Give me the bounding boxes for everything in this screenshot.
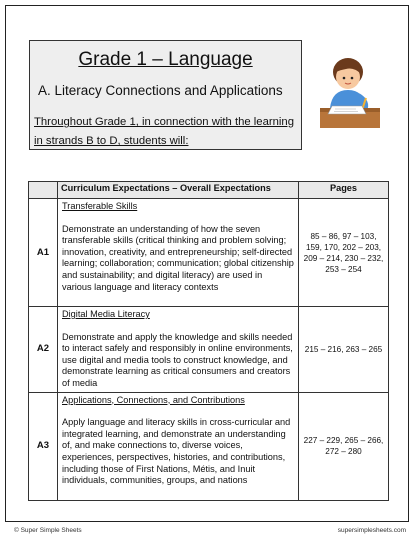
table-header-row xyxy=(29,182,389,199)
table-row xyxy=(29,392,389,500)
row-code: A3 xyxy=(29,392,58,500)
row-description xyxy=(58,392,299,500)
intro-line-1: Throughout Grade 1, in connection with the learning xyxy=(34,116,294,128)
row-description xyxy=(58,199,299,307)
header-pages: Pages xyxy=(299,182,389,199)
intro-line-2: in strands B to D, students will: xyxy=(34,135,189,147)
page-title: Grade 1 – Language xyxy=(78,49,253,70)
row-subheading: Transferable Skills xyxy=(62,201,138,211)
website-text: supersimplesheets.com xyxy=(337,527,406,534)
row-pages: 215 – 216, 263 – 265 xyxy=(299,307,389,393)
row-code: A2 xyxy=(29,307,58,393)
table-row xyxy=(29,199,389,307)
row-text: Apply language and literacy skills in cross-curricular and integrated learning, and demonstrate an understanding of, and make connections to, diverse voices, experiences, perspectives, histories, and contributions, including those of First Nations, Métis, and Inuit individuals, communities, groups, and nations xyxy=(62,417,291,486)
row-text: Demonstrate and apply the knowledge and skills needed to interact safely and responsibly in online environments, use digital and media tools to construct knowledge, and demonstrate learning as critical consumers and creators of media xyxy=(62,331,293,388)
child-writing-at-desk-illustration xyxy=(318,50,382,136)
strand-subtitle: A. Literacy Connections and Applications xyxy=(38,83,283,98)
expectations-table xyxy=(28,181,389,501)
row-pages: 85 – 86, 97 – 103, 159, 170, 202 – 203, 209 – 214, 230 – 232, 253 – 254 xyxy=(299,199,389,307)
header-code-cell xyxy=(29,182,58,199)
row-code: A1 xyxy=(29,199,58,307)
intro-text xyxy=(34,113,299,151)
row-subheading: Applications, Connections, and Contributions xyxy=(62,394,245,405)
row-subheading: Digital Media Literacy xyxy=(62,309,150,319)
header-expectations: Curriculum Expectations – Overall Expectations xyxy=(58,182,299,199)
row-description xyxy=(58,307,299,393)
header-box xyxy=(29,40,302,150)
row-text: Demonstrate an understanding of how the seven transferable skills (critical thinking and problem solving; innovation, creativity, and entrepreneurship; self-directed learning; collaboration; communication; global citizenship and sustainability; and digital literacy) are used in various language and literacy contexts xyxy=(62,223,294,292)
row-pages: 227 – 229, 265 – 266, 272 – 280 xyxy=(299,392,389,500)
copyright-text: © Super Simple Sheets xyxy=(14,527,82,534)
table-row xyxy=(29,307,389,393)
